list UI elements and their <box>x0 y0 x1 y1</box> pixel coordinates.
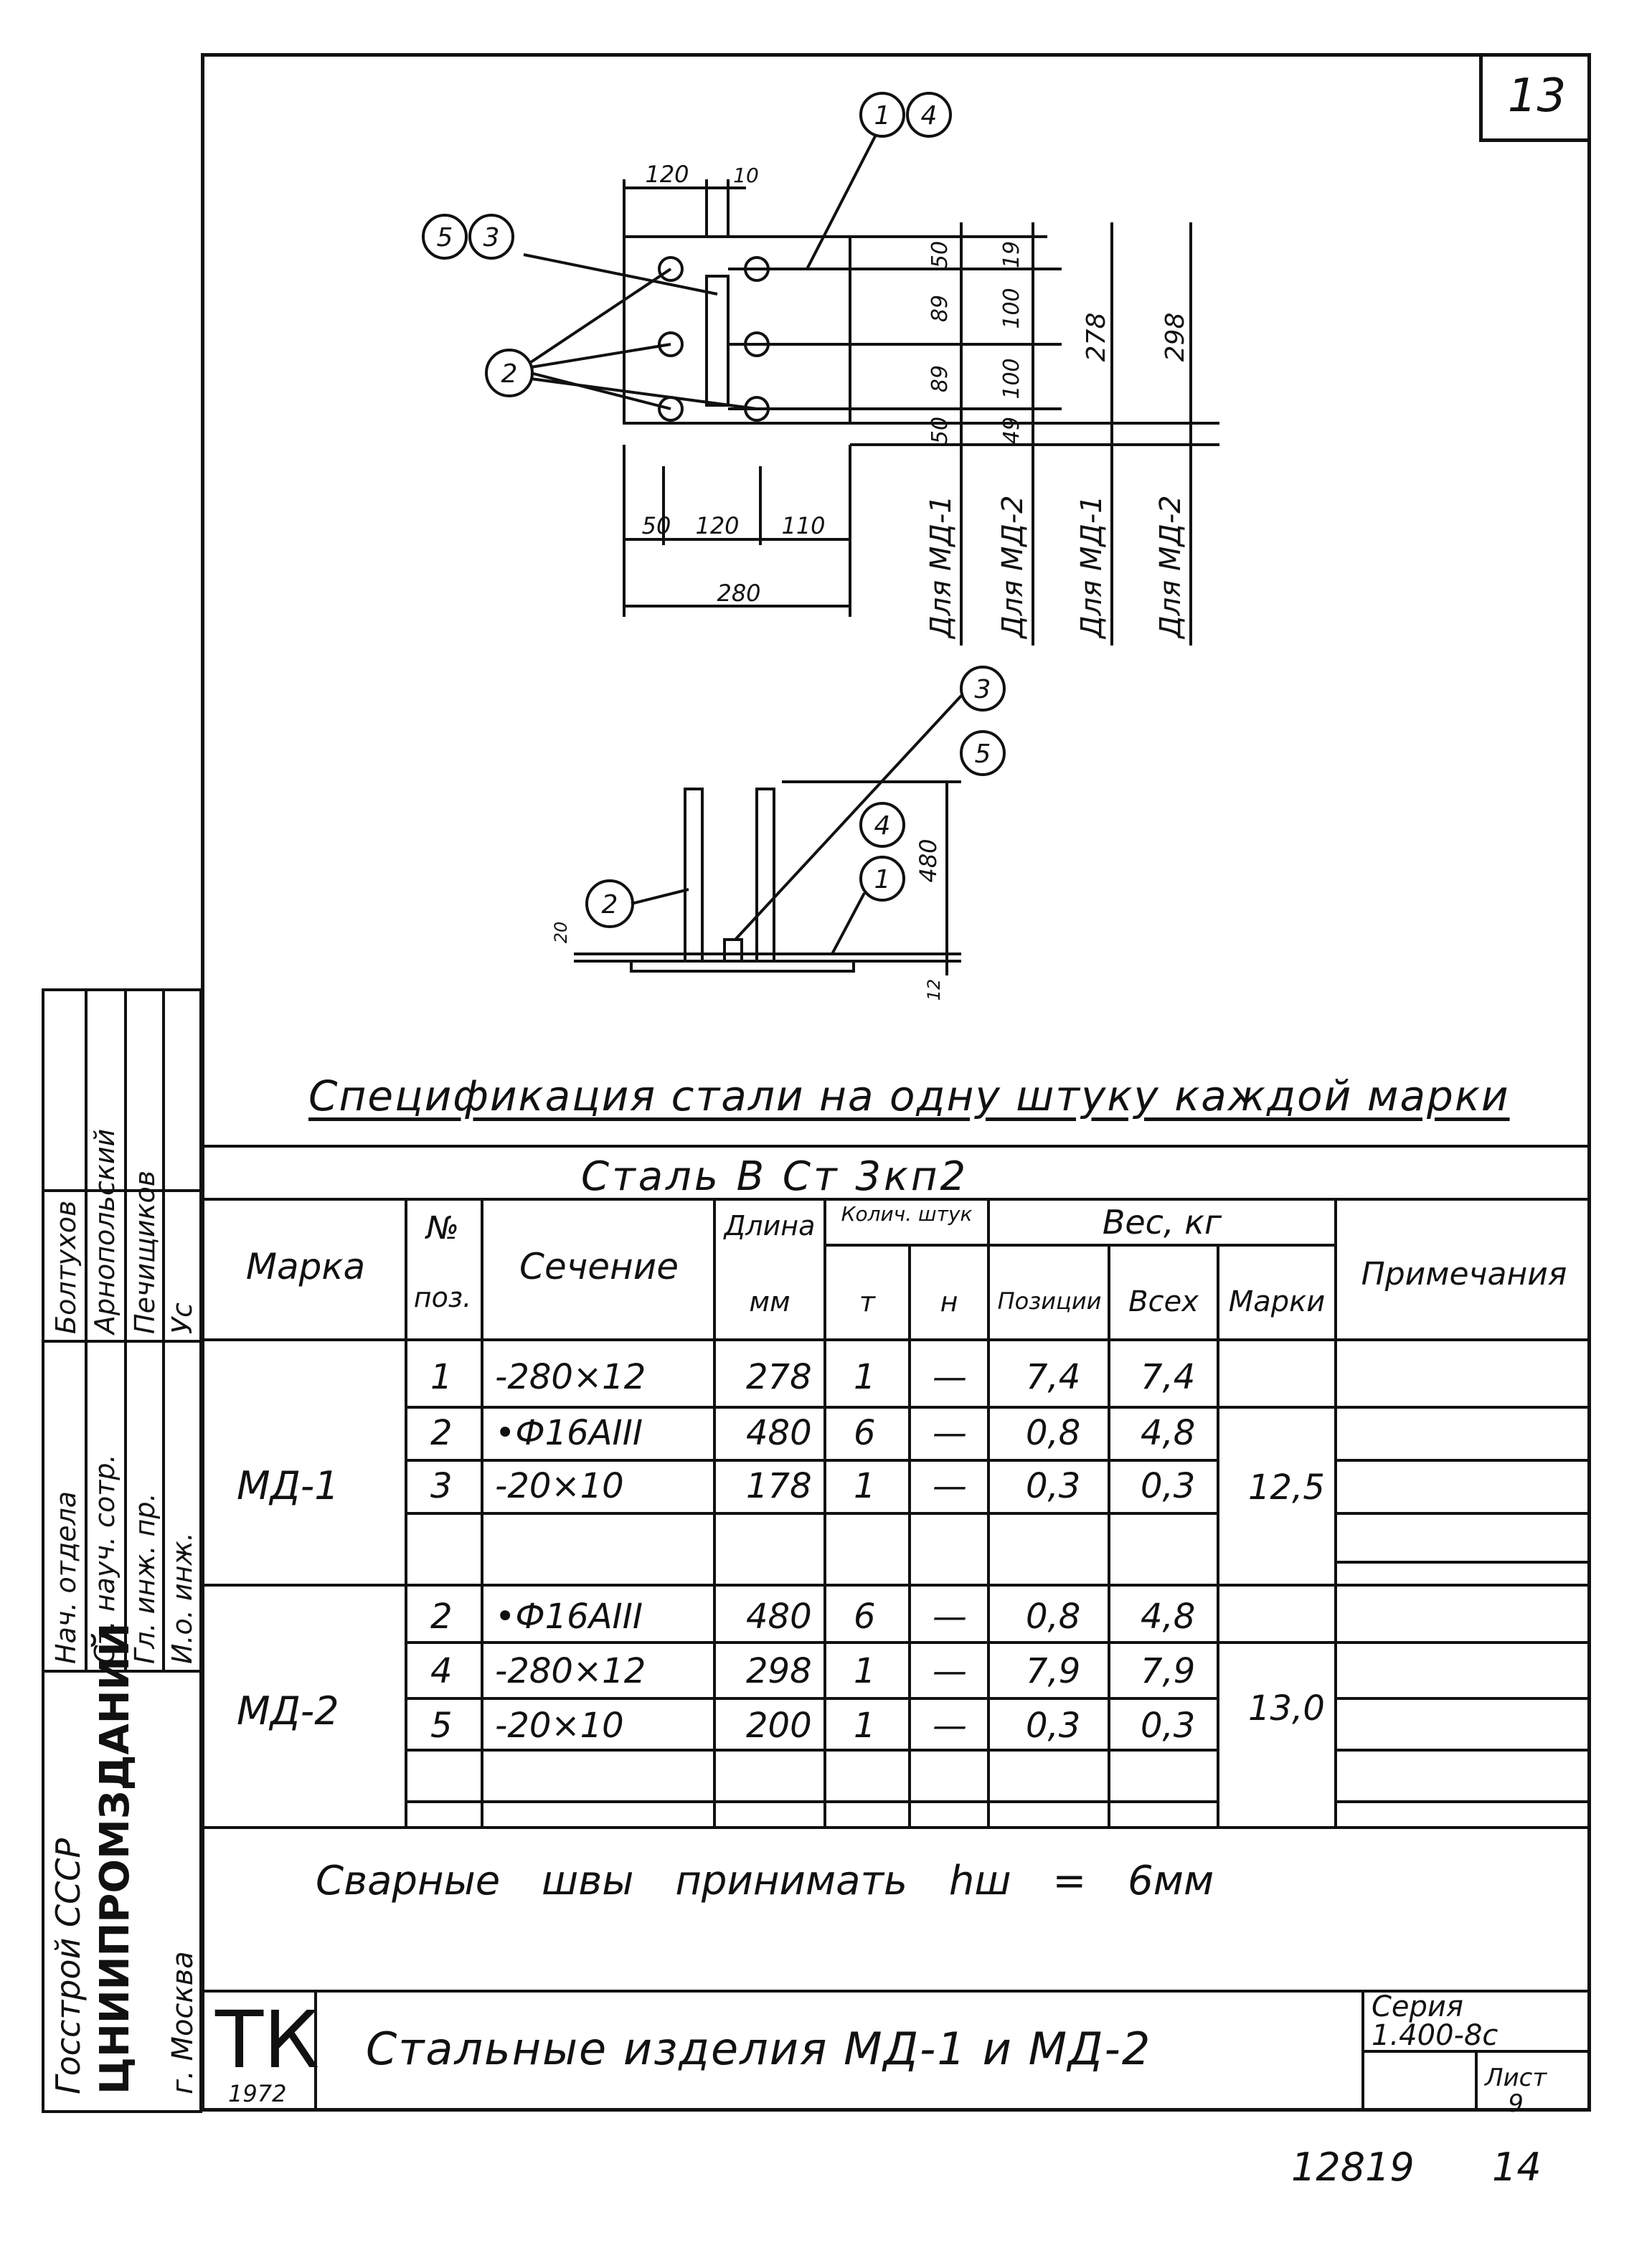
callout-label: 5 <box>436 223 453 252</box>
dim-label: 50 <box>641 512 671 539</box>
pos-cell: 1 <box>430 1357 453 1397</box>
mark-weight-md2: 13,0 <box>1248 1688 1325 1729</box>
dim-label: 278 <box>1082 312 1111 362</box>
callout-label: 2 <box>601 890 618 920</box>
page-number: 13 <box>1479 53 1591 142</box>
length-cell: 298 <box>746 1651 812 1691</box>
footer-number: 12819 <box>1291 2145 1415 2190</box>
dim-label: 110 <box>781 512 826 539</box>
callout-label: 5 <box>974 739 991 769</box>
pos-cell: 3 <box>430 1466 453 1506</box>
sheet-value: 9 <box>1508 2089 1524 2118</box>
sheet-label: Лист <box>1485 2064 1547 2092</box>
callout-label: 3 <box>974 675 991 704</box>
qty-n-cell: — <box>933 1651 967 1691</box>
w-pos-cell: 7,4 <box>1026 1357 1081 1397</box>
drawing-title: Стальные изделия МД-1 и МД-2 <box>366 2023 1152 2075</box>
header-length-bottom: мм <box>749 1286 790 1318</box>
header-length-top: Длина <box>724 1210 816 1242</box>
section-cell: •Ф16АIII <box>495 1413 643 1453</box>
dim-label: 12 <box>924 978 944 1001</box>
dim-label: 50 <box>928 416 953 445</box>
side-role: Гл. инж. пр. <box>129 1493 161 1664</box>
side-name: Печищиков <box>129 1170 161 1334</box>
mark-label: Для МД-1 <box>925 495 958 638</box>
dim-label: 50 <box>928 240 953 269</box>
callout-label: 1 <box>874 865 891 894</box>
w-all-cell: 0,3 <box>1141 1706 1196 1746</box>
mark-weight-md1: 12,5 <box>1248 1467 1325 1508</box>
callout-label: 4 <box>874 811 891 841</box>
section-cell: -20×10 <box>495 1706 624 1746</box>
qty-n-cell: — <box>933 1357 967 1397</box>
w-all-cell: 7,9 <box>1141 1651 1196 1691</box>
w-pos-cell: 0,8 <box>1026 1597 1081 1637</box>
mark-md2: МД-2 <box>237 1688 339 1734</box>
mark-md1: МД-1 <box>237 1463 339 1508</box>
length-cell: 178 <box>746 1466 812 1506</box>
series-label: Серия <box>1372 1990 1463 2023</box>
side-org-1: Госстрой СССР <box>49 1838 88 2094</box>
header-qty-n: н <box>940 1286 958 1318</box>
dim-label: 120 <box>645 161 689 188</box>
pos-cell: 5 <box>430 1706 453 1746</box>
pos-cell: 2 <box>430 1597 453 1637</box>
qty-n-cell: — <box>933 1413 967 1453</box>
side-name: Ус <box>166 1302 198 1334</box>
header-section: Сечение <box>519 1246 679 1287</box>
header-pos-bottom: поз. <box>413 1282 472 1313</box>
qty-t-cell: 1 <box>854 1706 876 1746</box>
side-role: Нач. отдела <box>50 1490 82 1664</box>
w-pos-cell: 0,3 <box>1026 1706 1081 1746</box>
mark-label: Для МД-1 <box>1075 495 1108 638</box>
callout-label: 1 <box>874 101 891 131</box>
dim-label: 89 <box>928 294 953 323</box>
steel-grade: Сталь В Ст 3кп2 <box>581 1153 969 1200</box>
length-cell: 278 <box>746 1357 812 1397</box>
spec-title: Спецификация стали на одну штуку каждой марки <box>308 1072 1510 1120</box>
tk-mark: ТК <box>215 1994 320 2086</box>
callout-label: 4 <box>920 101 938 131</box>
w-pos-cell: 0,3 <box>1026 1466 1081 1506</box>
weld-note: Сварные швы принимать hш = 6мм <box>316 1858 1214 1904</box>
w-pos-cell: 0,8 <box>1026 1413 1081 1453</box>
pos-cell: 4 <box>430 1651 453 1691</box>
w-pos-cell: 7,9 <box>1026 1651 1081 1691</box>
qty-t-cell: 1 <box>854 1357 876 1397</box>
header-w-mark: Марки <box>1228 1285 1326 1318</box>
section-cell: -280×12 <box>495 1651 646 1691</box>
header-w-pos: Позиции <box>997 1287 1102 1315</box>
dim-label: 280 <box>717 580 761 607</box>
side-role: Ст. науч. сотр. <box>89 1454 121 1664</box>
side-role: И.о. инж. <box>166 1532 198 1664</box>
mark-label: Для МД-2 <box>996 495 1029 638</box>
side-name: Болтухов <box>50 1200 82 1334</box>
header-pos-top: № <box>426 1210 459 1247</box>
dim-label: 89 <box>928 364 953 393</box>
dim-label: 100 <box>999 358 1024 400</box>
qty-t-cell: 6 <box>854 1597 876 1637</box>
w-all-cell: 7,4 <box>1141 1357 1196 1397</box>
dim-label: 120 <box>695 512 740 539</box>
dim-label: 20 <box>551 921 571 944</box>
dim-label: 49 <box>999 416 1024 445</box>
qty-t-cell: 1 <box>854 1651 876 1691</box>
pos-cell: 2 <box>430 1413 453 1453</box>
header-qty-t: т <box>859 1286 876 1318</box>
section-cell: -280×12 <box>495 1357 646 1397</box>
header-qty: Колич. штук <box>841 1202 973 1226</box>
section-cell: •Ф16АIII <box>495 1597 643 1637</box>
dim-label: 480 <box>915 838 942 883</box>
w-all-cell: 4,8 <box>1141 1413 1196 1453</box>
section-cell: -20×10 <box>495 1466 624 1506</box>
length-cell: 480 <box>746 1597 812 1637</box>
qty-n-cell: — <box>933 1466 967 1506</box>
footer-page: 14 <box>1492 2145 1542 2190</box>
qty-n-cell: — <box>933 1597 967 1637</box>
w-all-cell: 4,8 <box>1141 1597 1196 1637</box>
qty-n-cell: — <box>933 1706 967 1746</box>
length-cell: 480 <box>746 1413 812 1453</box>
qty-t-cell: 1 <box>854 1466 876 1506</box>
callout-label: 2 <box>501 359 518 389</box>
series-value: 1.400-8с <box>1372 2019 1498 2052</box>
dim-label: 19 <box>999 240 1024 269</box>
mark-label: Для МД-2 <box>1154 495 1187 638</box>
header-note: Примечания <box>1361 1256 1567 1292</box>
w-all-cell: 0,3 <box>1141 1466 1196 1506</box>
tk-year: 1972 <box>228 2080 287 2107</box>
length-cell: 200 <box>746 1706 812 1746</box>
header-weight: Вес, кг <box>1102 1203 1222 1242</box>
side-org-2: ЦНИИПРОМЗДАНИЙ <box>92 1622 138 2094</box>
side-org-3: г. Москва <box>166 1951 199 2094</box>
dim-label: 100 <box>999 288 1024 329</box>
side-name: Арнопольский <box>89 1128 121 1334</box>
header-marka: Марка <box>245 1246 366 1287</box>
header-w-all: Всех <box>1128 1285 1199 1318</box>
dim-label: 298 <box>1161 312 1190 362</box>
qty-t-cell: 6 <box>854 1413 876 1453</box>
dim-label: 10 <box>733 164 759 187</box>
callout-label: 3 <box>483 223 500 252</box>
